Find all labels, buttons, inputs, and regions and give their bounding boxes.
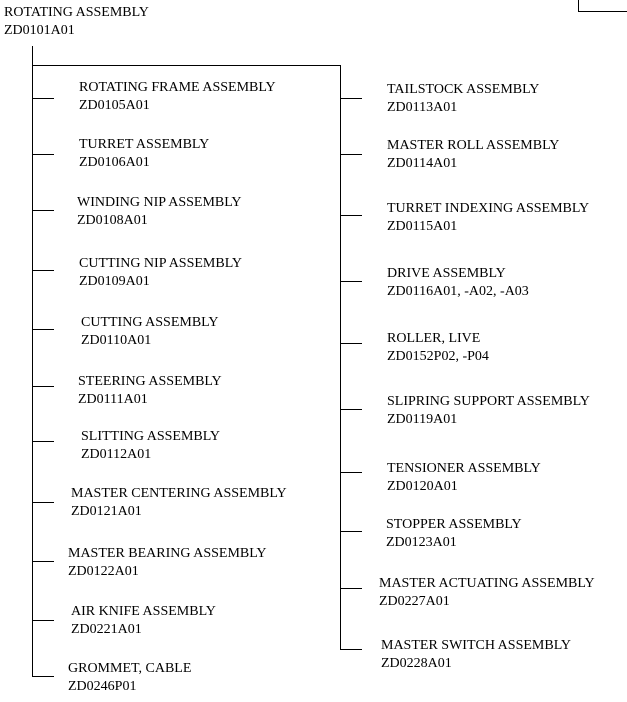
right-item-code: ZD0152P02, -P04 xyxy=(387,349,489,364)
right-item-name: TURRET INDEXING ASSEMBLY xyxy=(387,201,590,216)
right-item-code: ZD0120A01 xyxy=(387,479,458,494)
left-trunk xyxy=(32,65,33,677)
left-item-code: ZD0112A01 xyxy=(81,447,152,462)
right-item xyxy=(387,393,590,429)
right-item-code: ZD0116A01, -A02, -A03 xyxy=(387,284,529,299)
left-branch xyxy=(32,676,54,677)
left-item-code: ZD0121A01 xyxy=(71,504,142,519)
left-item-name: CUTTING NIP ASSEMBLY xyxy=(79,256,242,271)
left-item xyxy=(68,545,267,581)
left-item-name: CUTTING ASSEMBLY xyxy=(81,315,219,330)
left-item xyxy=(79,79,276,115)
right-item xyxy=(381,637,571,673)
right-branch xyxy=(340,409,362,410)
left-item-code: ZD0108A01 xyxy=(77,213,148,228)
left-branch xyxy=(32,270,54,271)
left-item xyxy=(78,373,222,409)
right-item-name: MASTER ACTUATING ASSEMBLY xyxy=(379,576,595,591)
left-item xyxy=(77,194,242,230)
left-item-name: STEERING ASSEMBLY xyxy=(78,374,222,389)
left-branch xyxy=(32,154,54,155)
left-item xyxy=(79,255,242,291)
right-branch xyxy=(340,649,362,650)
right-branch xyxy=(340,215,362,216)
left-item-code: ZD0221A01 xyxy=(71,622,142,637)
left-branch xyxy=(32,561,54,562)
right-item-code: ZD0228A01 xyxy=(381,656,452,671)
root-node xyxy=(4,4,149,40)
left-branch xyxy=(32,441,54,442)
right-item-name: TAILSTOCK ASSEMBLY xyxy=(387,82,540,97)
left-item-name: MASTER CENTERING ASSEMBLY xyxy=(71,486,287,501)
left-item-name: SLITTING ASSEMBLY xyxy=(81,429,220,444)
left-branch xyxy=(32,502,54,503)
left-branch xyxy=(32,98,54,99)
left-branch xyxy=(32,210,54,211)
left-item-code: ZD0105A01 xyxy=(79,98,150,113)
right-item-name: STOPPER ASSEMBLY xyxy=(386,517,522,532)
right-branch xyxy=(340,588,362,589)
left-item xyxy=(68,660,191,696)
left-item xyxy=(71,485,287,521)
top-bar xyxy=(32,65,341,66)
right-branch xyxy=(340,531,362,532)
right-item-code: ZD0227A01 xyxy=(379,594,450,609)
left-branch xyxy=(32,620,54,621)
right-trunk xyxy=(340,65,341,650)
right-branch xyxy=(340,154,362,155)
right-item-code: ZD0123A01 xyxy=(386,535,457,550)
right-branch xyxy=(340,343,362,344)
right-branch xyxy=(340,98,362,99)
left-item-name: ROTATING FRAME ASSEMBLY xyxy=(79,80,276,95)
right-branch xyxy=(340,281,362,282)
corner-edge-horizontal xyxy=(578,11,627,12)
right-item-name: SLIPRING SUPPORT ASSEMBLY xyxy=(387,394,590,409)
right-item xyxy=(387,81,539,117)
right-item-name: MASTER SWITCH ASSEMBLY xyxy=(381,638,571,653)
left-item-code: ZD0106A01 xyxy=(79,155,150,170)
right-item-code: ZD0113A01 xyxy=(387,100,458,115)
right-item xyxy=(387,265,529,301)
left-item-code: ZD0111A01 xyxy=(78,392,148,407)
left-item-name: GROMMET, CABLE xyxy=(68,661,192,676)
left-item-name: AIR KNIFE ASSEMBLY xyxy=(71,604,216,619)
right-branch xyxy=(340,472,362,473)
left-branch xyxy=(32,329,54,330)
left-item-code: ZD0122A01 xyxy=(68,564,139,579)
right-item xyxy=(386,516,522,552)
right-item-name: MASTER ROLL ASSEMBLY xyxy=(387,138,560,153)
right-item xyxy=(379,575,595,611)
left-item-name: TURRET ASSEMBLY xyxy=(79,137,210,152)
right-item-code: ZD0119A01 xyxy=(387,412,458,427)
left-item-name: WINDING NIP ASSEMBLY xyxy=(77,195,242,210)
left-item-code: ZD0246P01 xyxy=(68,679,137,694)
right-item xyxy=(387,460,541,496)
left-item-name: MASTER BEARING ASSEMBLY xyxy=(68,546,267,561)
root-code: ZD0101A01 xyxy=(4,23,75,38)
left-branch xyxy=(32,386,54,387)
right-item-name: TENSIONER ASSEMBLY xyxy=(387,461,541,476)
right-item-code: ZD0115A01 xyxy=(387,219,458,234)
left-item-code: ZD0110A01 xyxy=(81,333,152,348)
left-item xyxy=(79,136,209,172)
left-item xyxy=(71,603,216,639)
left-item xyxy=(81,428,220,464)
right-item-code: ZD0114A01 xyxy=(387,156,458,171)
left-item-code: ZD0109A01 xyxy=(79,274,150,289)
right-item xyxy=(387,200,589,236)
right-item xyxy=(387,137,559,173)
right-item-name: DRIVE ASSEMBLY xyxy=(387,266,506,281)
root-connector xyxy=(32,46,33,66)
right-item xyxy=(387,330,489,366)
left-item xyxy=(81,314,218,350)
root-name: ROTATING ASSEMBLY xyxy=(4,5,149,20)
right-item-name: ROLLER, LIVE xyxy=(387,331,481,346)
